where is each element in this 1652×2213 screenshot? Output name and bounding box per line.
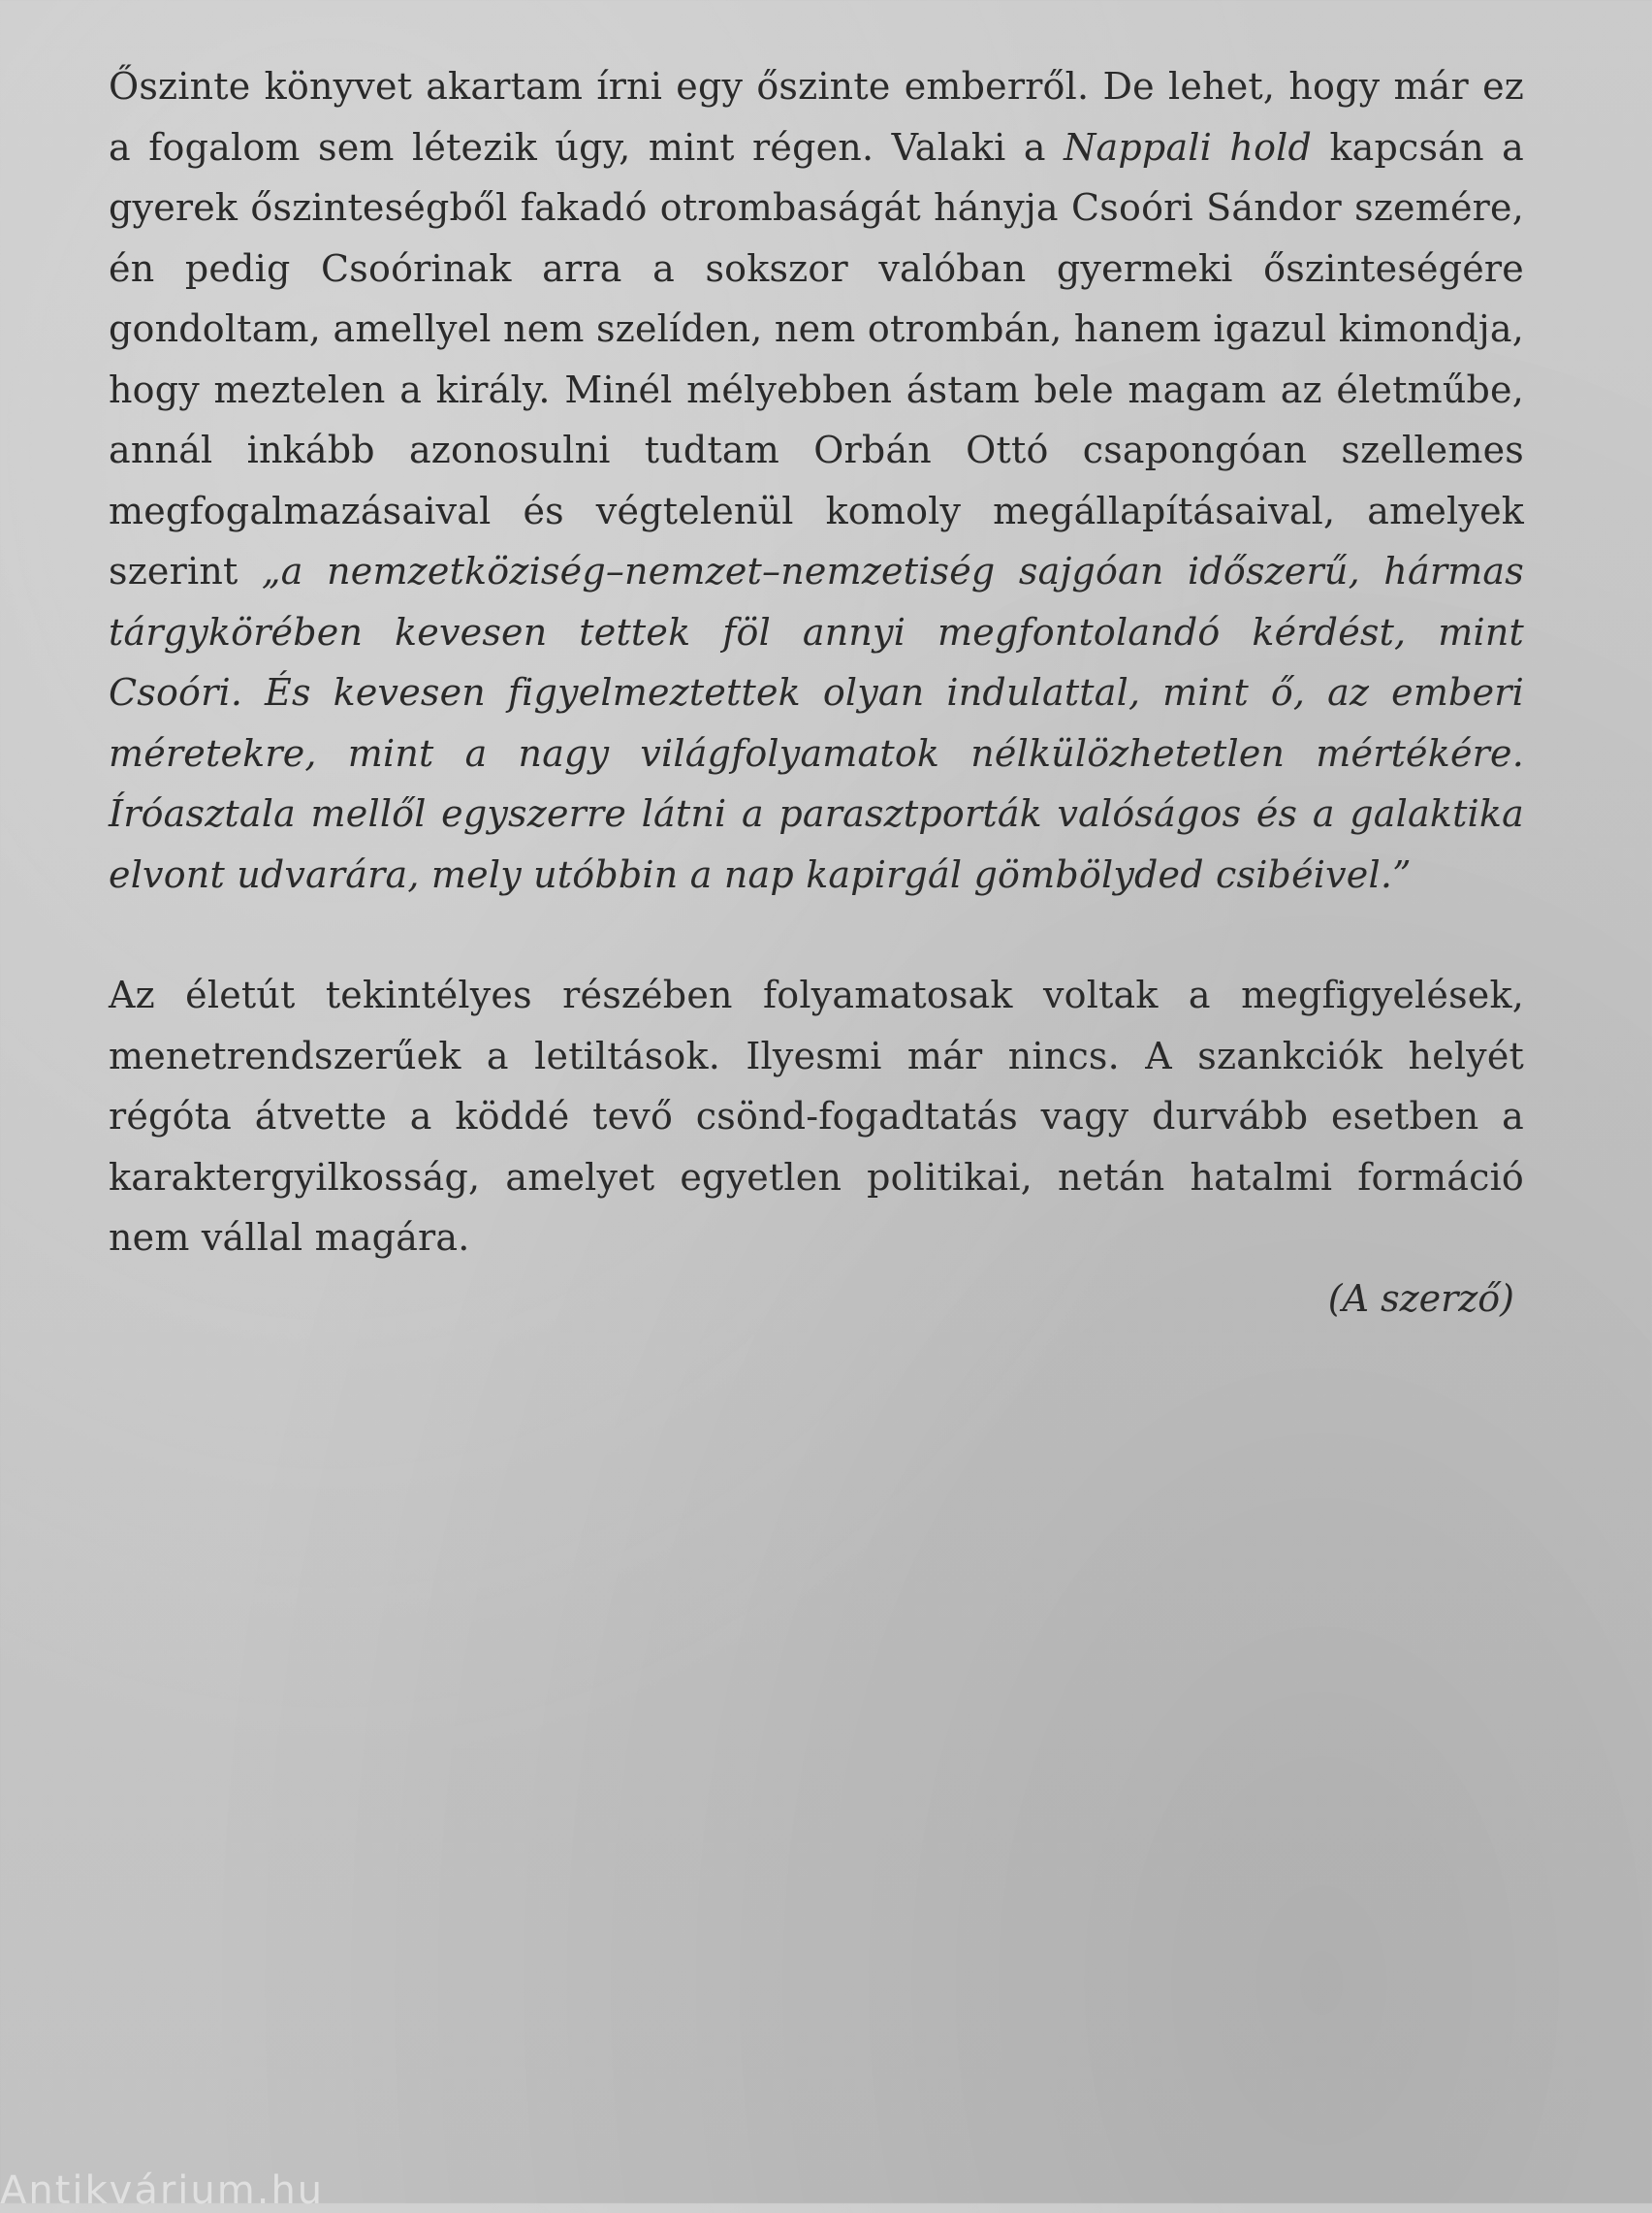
body-text — [109, 56, 1524, 1268]
author-signature: (A szerző) — [1327, 1277, 1514, 1320]
quotation: „a nemzetköziség–nemzet–nemzetiség sajgóan időszerű, hármas tárgykörében kevesen tettek föl annyi megfontolandó kérdést, mint Csoóri. És kevesen figyelmeztettek olyan indulattal, mint ő, az emberi méretekre, mint a nagy világfolyamatok nélkülözhetetlen mértékére. Íróasztala mellől egyszerre látni a parasztporták valóságos és a galaktika elvont udvarára, mely utóbbin a nap kapirgál gömbölyded csibéivel.” — [109, 550, 1524, 896]
paragraph-2: Az életút tekintélyes részében folyamatosak voltak a megfigyelések, menetrendszerűek a letiltások. Ilyesmi már nincs. A szankciók helyét régóta átvette a köddé tevő csönd-fogadtatás vagy durvább esetben a karaktergyilkosság, amelyet egyetlen politikai, netán hatalmi formáció nem vállal magára. — [109, 974, 1524, 1259]
watermark-text: Antikvárium.hu — [0, 2168, 325, 2213]
book-title: Nappali hold — [1064, 125, 1313, 169]
paragraph-1 — [109, 56, 1524, 905]
paragraph-1-intro: Őszinte könyvet akartam írni egy őszinte emberről. De lehet, hogy már ez a fogalom sem létezik úgy, mint régen. Valaki a — [109, 65, 1524, 169]
paragraph-1-body: kapcsán a gyerek őszinteségből fakadó otrombaságát hányja Csoóri Sándor szemére, én pedig Csoórinak arra a sokszor valóban gyermeki őszinteségére gondoltam, amellyel nem szelíden, nem otrombán, hanem igazul kimondja, hogy meztelen a király. Minél mélyebben ástam bele magam az életműbe, annál inkább azonosulni tudtam Orbán Ottó csapongóan szellemes megfogalmazásaival és végtelenül komoly megállapításaival, amelyek szerint — [109, 125, 1525, 593]
